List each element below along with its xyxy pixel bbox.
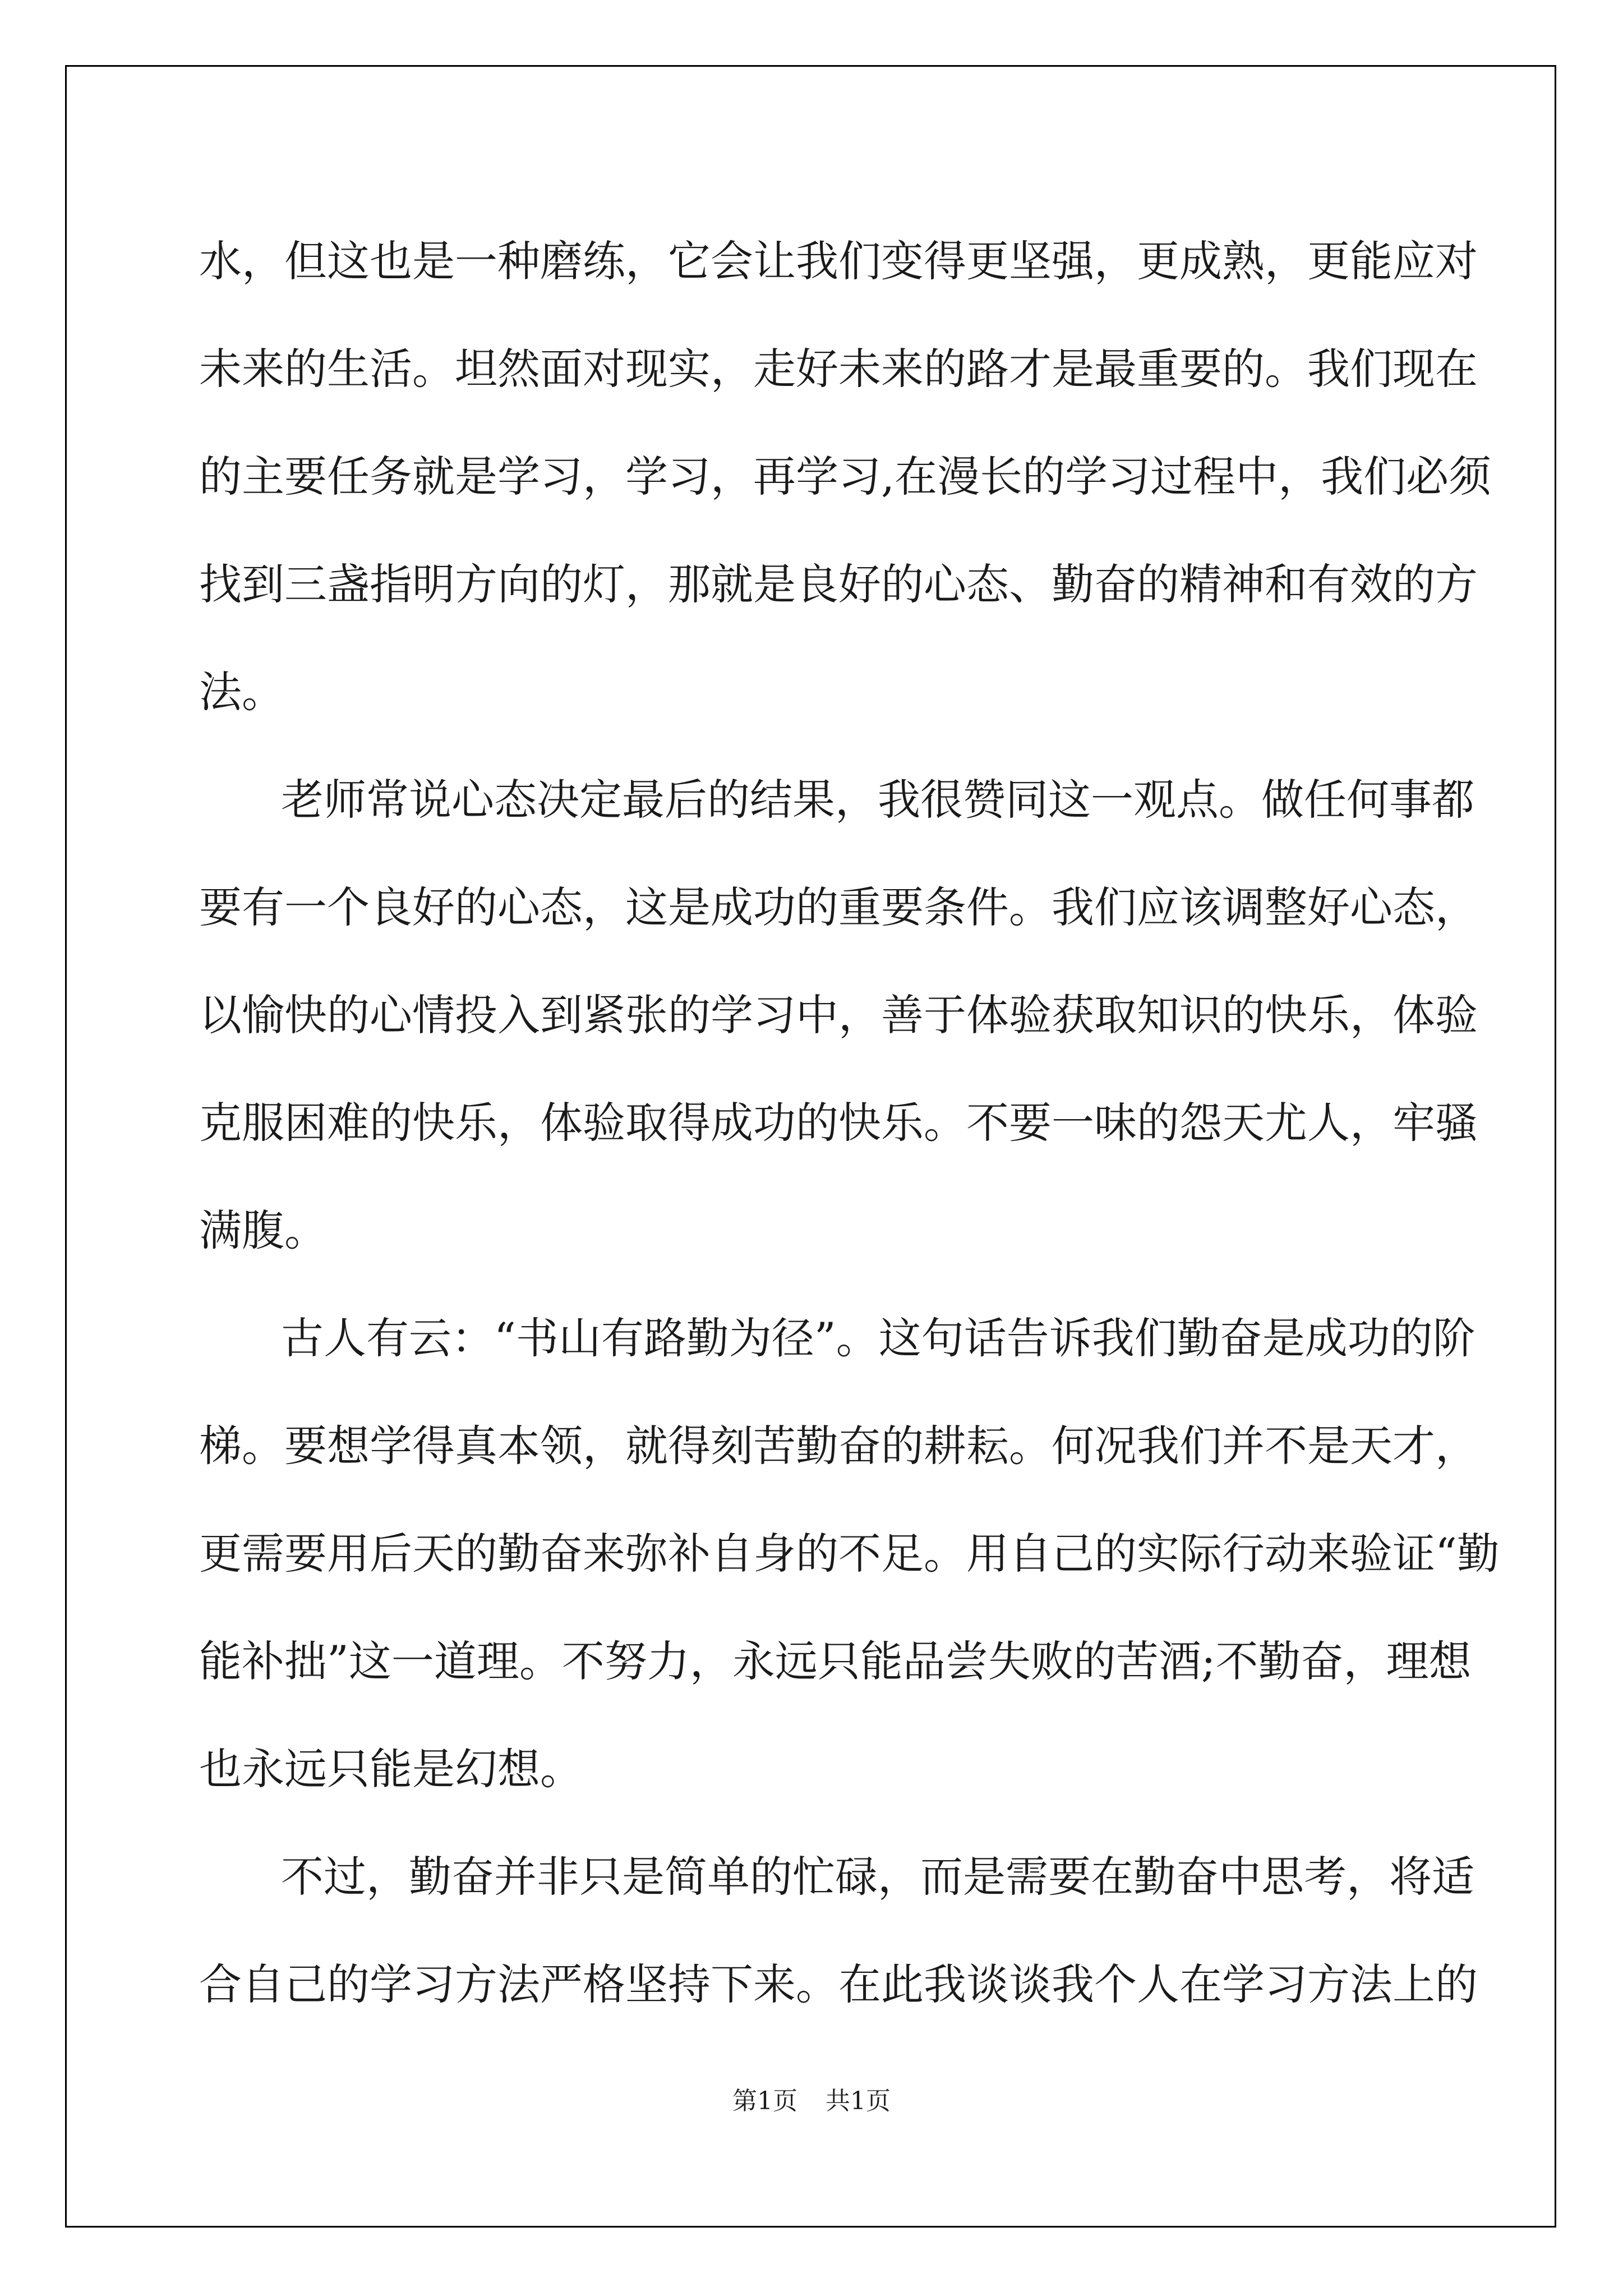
paragraph-first-line: 不过，勤奋并非只是简单的忙碌，而是需要在勤奋中思考，将适	[281, 1852, 1474, 1902]
document-body	[199, 208, 1500, 2039]
text-line: 找到三盏指明方向的灯，那就是良好的心态、勤奋的精神和有效的方	[199, 559, 1478, 609]
text-line: 更需要用后天的勤奋来弥补自身的不足。用自己的实际行动来验证“勤	[199, 1529, 1500, 1579]
paragraph-first-line: 古人有云：“书山有路勤为径”。这句话告诉我们勤奋是成功的阶	[281, 1313, 1476, 1363]
text-line: 法。	[199, 667, 284, 717]
text-line: 满腹。	[199, 1205, 327, 1255]
text-line: 能补拙”这一道理。不努力，永远只能品尝失败的苦酒;不勤奋，理想	[199, 1636, 1472, 1686]
text-line: 也永远只能是幻想。	[199, 1744, 583, 1794]
page-count: 共1页	[826, 2087, 891, 2115]
text-line: 合自己的学习方法严格坚持下来。在此我谈谈我个人在学习方法上的	[199, 1959, 1478, 2009]
text-line: 以愉快的心情投入到紧张的学习中，善于体验获取知识的快乐，体验	[199, 990, 1478, 1040]
text-line: 梯。要想学得真本领，就得刻苦勤奋的耕耘。何况我们并不是天才，	[199, 1421, 1478, 1471]
text-line: 要有一个良好的心态，这是成功的重要条件。我们应该调整好心态，	[199, 882, 1478, 932]
text-line: 未来的生活。坦然面对现实，走好未来的路才是最重要的。我们现在	[199, 344, 1478, 394]
text-line: 克服困难的快乐，体验取得成功的快乐。不要一味的怨天尤人，牢骚	[199, 1098, 1478, 1148]
page-footer	[0, 2085, 1623, 2118]
text-line: 的主要任务就是学习，学习，再学习,在漫长的学习过程中，我们必须	[199, 452, 1492, 501]
text-line: 水，但这也是一种磨练，它会让我们变得更坚强，更成熟，更能应对	[199, 236, 1478, 286]
page-number: 第1页	[732, 2087, 797, 2115]
paragraph-first-line: 老师常说心态决定最后的结果，我很赞同这一观点。做任何事都	[281, 775, 1474, 825]
